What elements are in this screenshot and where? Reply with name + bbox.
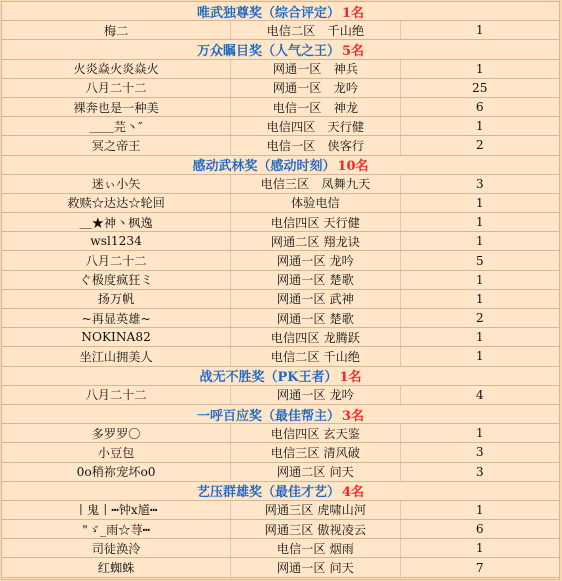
server-name: 网通二区 问天 — [231, 463, 400, 481]
section-count: 1名 — [339, 370, 362, 386]
server-name: 网通一区 神兵 — [231, 60, 400, 78]
player-name: 红蜘蛛 — [2, 558, 231, 576]
player-name: "ゞ_雨☆荨┅ — [2, 520, 231, 538]
player-name: 救赎☆达达☆轮回 — [2, 194, 231, 212]
player-name: 坐江山拥美人 — [2, 347, 231, 365]
section-header — [2, 2, 559, 21]
server-name: 网通三区 傲视凌云 — [231, 520, 400, 538]
table-row — [2, 501, 559, 520]
player-name: 扬万帆 — [2, 290, 231, 308]
table-row — [2, 175, 559, 194]
table-row — [2, 328, 559, 347]
server-name: 体验电信 — [231, 194, 400, 212]
vote-count: 3 — [475, 176, 484, 191]
awards-table — [1, 1, 560, 580]
server-name: 电信三区 凤舞九天 — [231, 175, 400, 193]
vote-count: 3 — [475, 445, 484, 460]
table-row — [2, 60, 559, 79]
table-row — [2, 558, 559, 577]
section-title: 战无不胜奖（PK王者） — [199, 370, 338, 386]
server-name: 电信二区 千山绝 — [231, 347, 400, 365]
table-row — [2, 309, 559, 328]
vote-count: 7 — [475, 560, 484, 575]
server-name: 网通一区 龙吟 — [231, 79, 400, 97]
table-row — [2, 251, 559, 270]
section-header — [2, 405, 559, 424]
section-title: 一呼百应奖（最佳帮主） — [196, 408, 340, 424]
table-row — [2, 520, 559, 539]
server-name: 电信四区 龙腾跃 — [231, 328, 400, 346]
table-row — [2, 347, 559, 366]
table-row — [2, 539, 559, 558]
table-row — [2, 386, 559, 405]
section-count: 10名 — [337, 159, 369, 175]
vote-count: 1 — [475, 23, 484, 38]
player-name: 丨鬼丨┅钟x馗┅ — [2, 501, 231, 519]
table-row — [2, 194, 559, 213]
server-name: 电信一区 侠客行 — [231, 136, 400, 154]
table-row — [2, 21, 559, 40]
vote-count: 1 — [475, 330, 484, 345]
server-name: 电信三区 清风破 — [231, 443, 400, 461]
table-row — [2, 117, 559, 136]
table-row — [2, 213, 559, 232]
section-title: 万众瞩目奖（人气之王） — [196, 43, 340, 59]
player-name: 冥之帝王 — [2, 136, 231, 154]
table-row — [2, 443, 559, 462]
player-name: wsl1234 — [2, 232, 231, 250]
section-title: 艺压群雄奖（最佳才艺） — [196, 485, 340, 501]
server-name: 电信四区 天行健 — [231, 117, 400, 135]
section-count: 4名 — [341, 485, 365, 501]
player-name: ＿★神丶枫逸 — [2, 213, 231, 231]
section-count: 5名 — [341, 43, 365, 59]
player-name: 多罗罗〇 — [2, 424, 231, 442]
section-count: 1名 — [341, 5, 365, 21]
server-name: 网通一区 楚歌 — [231, 309, 400, 327]
player-name: 迷ぃ小矢 — [2, 175, 231, 193]
player-name: ~再显英雄~ — [2, 309, 231, 327]
player-name: 八月二十二 — [2, 79, 231, 97]
server-name: 网通一区 龙吟 — [231, 251, 400, 269]
player-name: 司徒涣泠 — [2, 539, 231, 557]
table-row — [2, 290, 559, 309]
table-row — [2, 136, 559, 155]
section-header — [2, 40, 559, 59]
section-title: 唯武独尊奖（综合评定） — [196, 5, 340, 21]
table-row — [2, 463, 559, 482]
vote-count: 1 — [475, 291, 484, 306]
server-name: 网通一区 问天 — [231, 558, 400, 576]
vote-count: 6 — [475, 100, 484, 115]
vote-count: 1 — [475, 119, 484, 134]
section-header — [2, 156, 559, 175]
table-row — [2, 98, 559, 117]
table-row — [2, 232, 559, 251]
vote-count: 1 — [475, 502, 484, 517]
player-name: 火炎焱火炎焱火 — [2, 60, 231, 78]
vote-count: 2 — [475, 311, 484, 326]
server-name: 电信四区 玄天鉴 — [231, 424, 400, 442]
table-row — [2, 424, 559, 443]
player-name: 0o稍祢宠坏o0 — [2, 463, 231, 481]
section-title: 感动武林奖（感动时刻） — [192, 159, 336, 175]
player-name: 八月二十二 — [2, 251, 231, 269]
vote-count: 25 — [472, 80, 488, 95]
server-name: 网通二区 翔龙诀 — [231, 232, 400, 250]
player-name: 八月二十二 — [2, 386, 231, 404]
player-name: NOKINA82 — [2, 328, 231, 346]
player-name: 裸奔也是一种美 — [2, 98, 231, 116]
vote-count: 4 — [475, 387, 484, 402]
vote-count: 1 — [475, 215, 484, 230]
vote-count: 1 — [475, 234, 484, 249]
server-name: 电信二区 千山绝 — [231, 21, 400, 39]
vote-count: 2 — [475, 138, 484, 153]
table-row — [2, 79, 559, 98]
player-name: 梅二 — [2, 21, 231, 39]
vote-count: 6 — [475, 522, 484, 537]
section-count: 3名 — [341, 408, 365, 424]
vote-count: 1 — [475, 61, 484, 76]
vote-count: 3 — [475, 464, 484, 479]
server-name: 电信一区 神龙 — [231, 98, 400, 116]
player-name: ＿＿芫丶″ — [2, 117, 231, 135]
vote-count: 5 — [475, 253, 484, 268]
server-name: 网通一区 楚歌 — [231, 271, 400, 289]
server-name: 电信四区 天行健 — [231, 213, 400, 231]
vote-count: 1 — [475, 541, 484, 556]
vote-count: 1 — [475, 272, 484, 287]
vote-count: 1 — [475, 195, 484, 210]
server-name: 电信一区 烟雨 — [231, 539, 400, 557]
server-name: 网通三区 虎啸山河 — [231, 501, 400, 519]
vote-count: 1 — [475, 349, 484, 364]
server-name: 网通一区 武神 — [231, 290, 400, 308]
player-name: ぐ极度疯狂ミ — [2, 271, 231, 289]
server-name: 网通一区 龙吟 — [231, 386, 400, 404]
section-header — [2, 482, 559, 501]
table-row — [2, 271, 559, 290]
vote-count: 1 — [475, 426, 484, 441]
player-name: 小豆包 — [2, 443, 231, 461]
section-header — [2, 367, 559, 386]
